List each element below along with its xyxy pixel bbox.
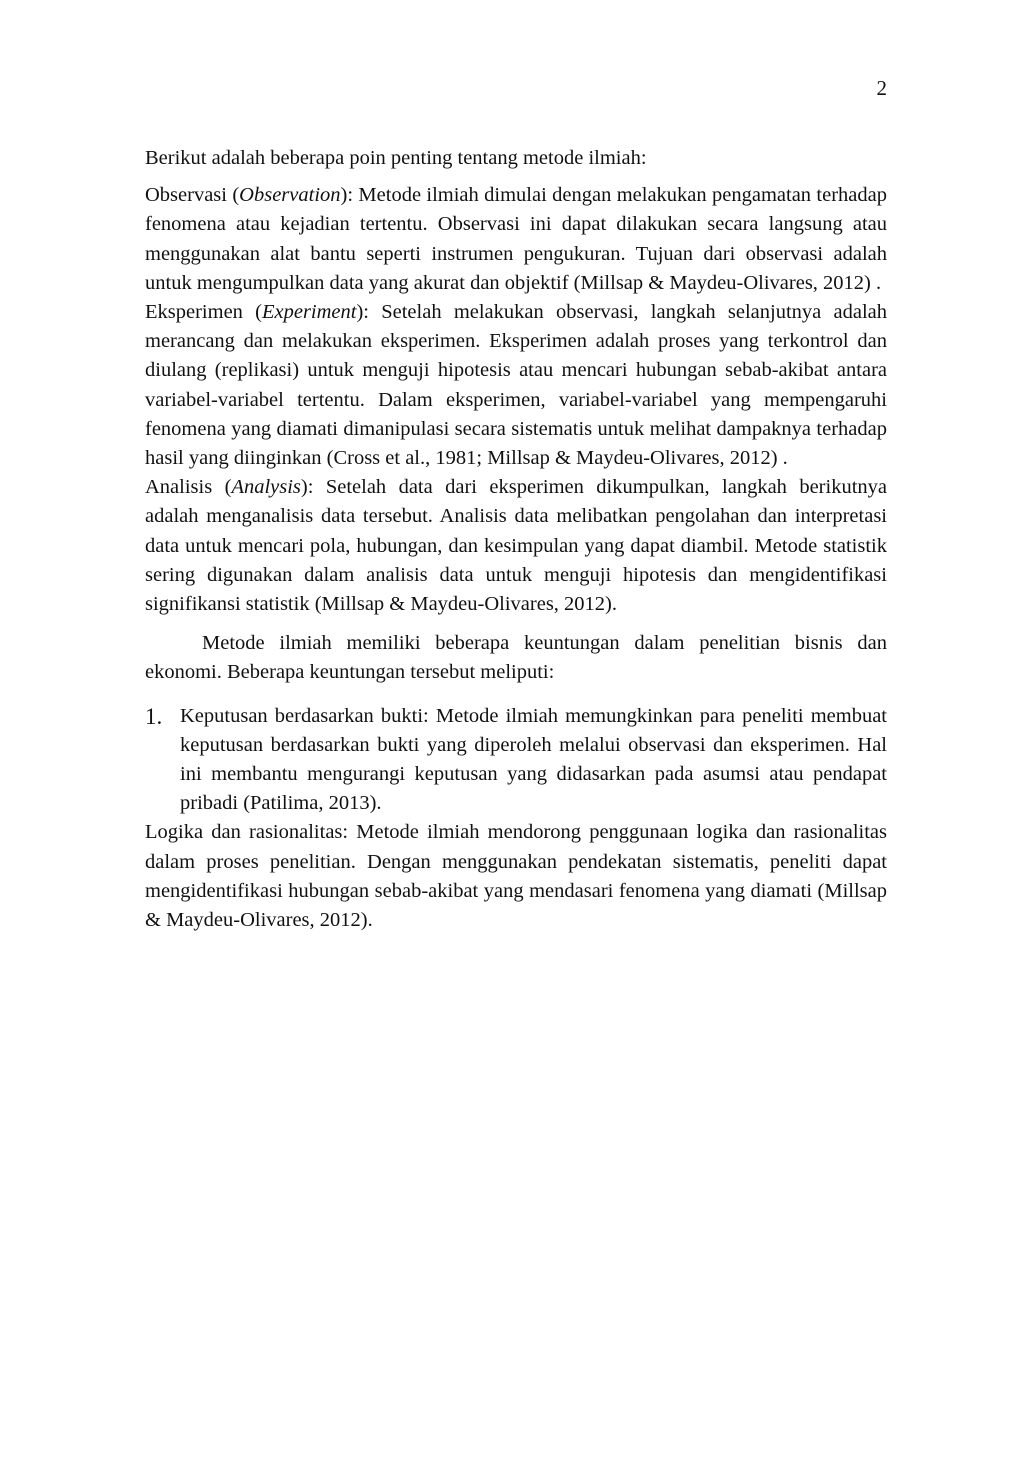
list-item-text: Keputusan berdasarkan bukti: Metode ilmiah memungkinkan para peneliti membuat keputusan berdasarkan bukti yang diperoleh melalui observasi dan eksperimen. Hal ini membantu mengurangi keputusan yang didasarkan pada asumsi atau pendapat pribadi (Patilima, 2013). xyxy=(180,704,887,815)
observasi-text: ): Metode ilmiah dimulai dengan melakukan pengamatan terhadap fenomena atau kejadian tertentu. Observasi ini dapat dilakukan secara langsung atau menggunakan alat bantu seperti instrumen pengukuran. Tujuan dari observasi adalah untuk mengumpulkan data yang akurat dan objektif (Millsap & Maydeu-Olivares, 2012) . xyxy=(145,184,887,294)
analisis-term: Analysis xyxy=(231,476,301,499)
analisis-paragraph xyxy=(145,473,887,619)
eksperimen-text: ): Setelah melakukan observasi, langkah selanjutnya adalah merancang dan melakukan eksperimen. Eksperimen adalah proses yang terkontrol dan diulang (replikasi) untuk menguji hipotesis atau mencari hubungan sebab-akibat antara variabel-variabel tertentu. Dalam eksperimen, variabel-variabel yang mempengaruhi fenomena yang diamati dimanipulasi secara sistematis untuk melihat dampaknya terhadap hasil yang diinginkan (Cross et al., 1981; Millsap & Maydeu-Olivares, 2012) . xyxy=(145,301,887,470)
keuntungan-intro-paragraph: Metode ilmiah memiliki beberapa keuntungan dalam penelitian bisnis dan ekonomi. Beberapa keuntungan tersebut meliputi: xyxy=(145,632,887,684)
list-item-number: 1. xyxy=(145,703,163,729)
eksperimen-paragraph xyxy=(145,298,887,473)
list-item xyxy=(145,702,887,819)
analisis-lead: Analisis ( xyxy=(145,476,232,499)
logika-paragraph: Logika dan rasionalitas: Metode ilmiah mendorong penggunaan logika dan rasionalitas dalam proses penelitian. Dengan menggunakan pendekatan sistematis, peneliti dapat mengidentifikasi hubungan sebab-akibat yang mendasari fenomena yang diamati (Millsap & Maydeu-Olivares, 2012). xyxy=(145,821,887,932)
eksperimen-lead: Eksperimen ( xyxy=(145,301,262,324)
observasi-term: Observation xyxy=(239,184,341,207)
page-number: 2 xyxy=(876,76,887,100)
observasi-paragraph xyxy=(145,181,887,298)
analisis-text: ): Setelah data dari eksperimen dikumpulkan, langkah berikutnya adalah menganalisis data tersebut. Analisis data melibatkan pengolahan dan interpretasi data untuk mencari pola, hubungan, dan kesimpulan yang dapat diambil. Metode statistik sering digunakan dalam analisis data untuk menguji hipotesis dan mengidentifikasi signifikansi statistik (Millsap & Maydeu-Olivares, 2012). xyxy=(145,476,887,616)
observasi-lead: Observasi ( xyxy=(145,184,240,207)
eksperimen-term: Experiment xyxy=(261,301,357,324)
document-body xyxy=(145,144,887,935)
intro-paragraph: Berikut adalah beberapa poin penting tentang metode ilmiah: xyxy=(145,147,647,169)
